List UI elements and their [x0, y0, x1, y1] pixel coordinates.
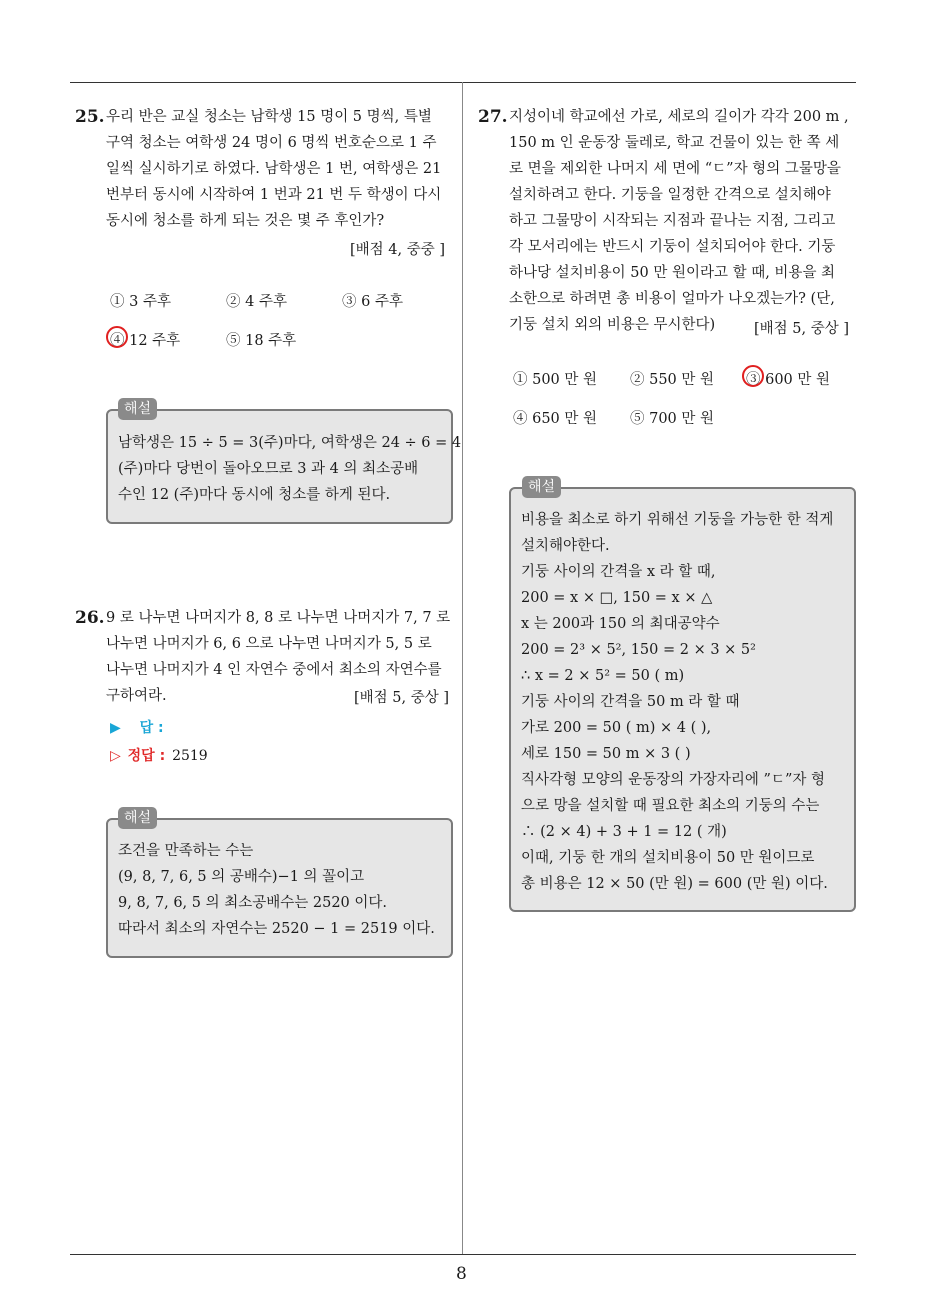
- question-text-line: 구역 청소는 여학생 24 명이 6 명씩 번호순으로 1 주: [106, 135, 437, 151]
- choice-4[interactable]: ④ 12 주후: [110, 333, 181, 349]
- question-text-line: 하나당 설치비용이 50 만 원이라고 할 때, 비용을 최: [509, 265, 836, 281]
- correct-value: 2519: [172, 748, 208, 764]
- explanation-line: 수인 12 (주)마다 동시에 청소를 하게 된다.: [118, 487, 391, 503]
- explanation-line: 조건을 만족하는 수는: [118, 843, 254, 859]
- explanation-box: [106, 818, 453, 958]
- choice-3[interactable]: ③ 6 주후: [342, 294, 403, 310]
- correct-label: 정답 :: [127, 748, 166, 764]
- choice-4[interactable]: ④ 650 만 원: [513, 411, 598, 427]
- explanation-line: 기둥 사이의 간격을 50 m 라 할 때: [521, 694, 740, 710]
- explanation-tag: 해설: [118, 807, 157, 829]
- question-number: 26.: [75, 608, 105, 628]
- explanation-line: 기둥 사이의 간격을 x 라 할 때,: [521, 564, 716, 580]
- choice-1[interactable]: ① 500 만 원: [513, 372, 598, 388]
- question-text-line: 설치하려고 한다. 기둥을 일정한 간격으로 설치해야: [509, 187, 831, 203]
- question-text-line: 번부터 동시에 시작하여 1 번과 21 번 두 학생이 다시: [106, 187, 442, 203]
- question-text-line: 로 면을 제외한 나머지 세 면에 “ㄷ”자 형의 그물망을: [509, 161, 841, 177]
- choice-5[interactable]: ⑤ 700 만 원: [630, 411, 715, 427]
- question-text-line: 나누면 나머지가 4 인 자연수 중에서 최소의 자연수를: [106, 662, 442, 678]
- answer-label: 답 :: [139, 720, 164, 736]
- explanation-line: 이때, 기둥 한 개의 설치비용이 50 만 원이므로: [521, 850, 815, 866]
- question-text-line: 기둥 설치 외의 비용은 무시한다): [509, 317, 716, 333]
- choice-3[interactable]: ③ 600 만 원: [746, 372, 831, 388]
- question-text-line: 하고 그물망이 시작되는 지점과 끝나는 지점, 그리고: [509, 213, 836, 229]
- selected-answer-circle: [742, 365, 764, 387]
- explanation-box: [106, 409, 462, 524]
- page-number: 8: [456, 1264, 467, 1284]
- score-label: [배점 5, 중상 ]: [754, 321, 850, 337]
- answer-row: [110, 717, 164, 737]
- choice-2[interactable]: ② 550 만 원: [630, 372, 715, 388]
- question-text-line: 각 모서리에는 반드시 기둥이 설치되어야 한다. 기둥: [509, 239, 836, 255]
- choice-1[interactable]: ① 3 주후: [110, 294, 171, 310]
- explanation-box: [509, 487, 856, 912]
- explanation-line: 9, 8, 7, 6, 5 의 최소공배수는 2520 이다.: [118, 895, 388, 911]
- bottom-rule: [70, 1254, 856, 1255]
- explanation-line: 으로 망을 설치할 때 필요한 최소의 기둥의 수는: [521, 798, 820, 814]
- question-number: 25.: [75, 107, 105, 127]
- selected-answer-circle: [106, 326, 128, 348]
- explanation-line: 200 = x × □, 150 = x × △: [521, 590, 713, 606]
- score-label: [배점 4, 중중 ]: [350, 242, 446, 258]
- explanation-line: 가로 200 = 50 ( m) × 4 ( ),: [521, 720, 712, 736]
- choice-2[interactable]: ② 4 주후: [226, 294, 287, 310]
- explanation-line: 총 비용은 12 × 50 (만 원) = 600 (만 원) 이다.: [521, 876, 828, 892]
- question-text-line: 나누면 나머지가 6, 6 으로 나누면 나머지가 5, 5 로: [106, 636, 432, 652]
- explanation-line: (9, 8, 7, 6, 5 의 공배수)−1 의 꼴이고: [118, 869, 365, 885]
- explanation-line: 남학생은 15 ÷ 5 = 3(주)마다, 여학생은 24 ÷ 6 = 4: [118, 435, 462, 451]
- answer-marker-icon: ▶: [110, 720, 121, 736]
- correct-marker-icon: ▷: [110, 748, 121, 764]
- column-divider: [462, 82, 463, 1254]
- question-text-line: 일씩 실시하기로 하였다. 남학생은 1 번, 여학생은 21: [106, 161, 442, 177]
- explanation-line: x 는 200과 150 의 최대공약수: [521, 616, 720, 632]
- explanation-line: 설치해야한다.: [521, 538, 610, 554]
- question-text-line: 9 로 나누면 나머지가 8, 8 로 나누면 나머지가 7, 7 로: [106, 610, 451, 626]
- explanation-tag: 해설: [522, 476, 561, 498]
- explanation-line: ∴ (2 × 4) + 3 + 1 = 12 ( 개): [521, 824, 727, 840]
- top-rule: [70, 82, 856, 83]
- explanation-tag: 해설: [118, 398, 157, 420]
- explanation-line: ∴ x = 2 × 5² = 50 ( m): [521, 668, 685, 684]
- question-text-line: 소한으로 하려면 총 비용이 얼마가 나오겠는가? (단,: [509, 291, 835, 307]
- choice-5[interactable]: ⑤ 18 주후: [226, 333, 297, 349]
- question-text-line: 우리 반은 교실 청소는 남학생 15 명이 5 명씩, 특별: [106, 109, 432, 125]
- question-text-line: 지성이네 학교에선 가로, 세로의 길이가 각각 200 m ,: [509, 109, 849, 125]
- explanation-line: 비용을 최소로 하기 위해선 기둥을 가능한 한 적게: [521, 512, 834, 528]
- explanation-line: 따라서 최소의 자연수는 2520 − 1 = 2519 이다.: [118, 921, 435, 937]
- explanation-line: (주)마다 당번이 돌아오므로 3 과 4 의 최소공배: [118, 461, 419, 477]
- correct-answer-row: [110, 745, 208, 765]
- explanation-line: 세로 150 = 50 m × 3 ( ): [521, 746, 691, 762]
- explanation-line: 직사각형 모양의 운동장의 가장자리에 ”ㄷ”자 형: [521, 772, 826, 788]
- question-text-line: 150 m 인 운동장 둘레로, 학교 건물이 있는 한 쪽 세: [509, 135, 840, 151]
- question-text-line: 구하여라.: [106, 688, 167, 704]
- question-number: 27.: [478, 107, 508, 127]
- question-text-line: 동시에 청소를 하게 되는 것은 몇 주 후인가?: [106, 213, 385, 229]
- explanation-line: 200 = 2³ × 5², 150 = 2 × 3 × 5²: [521, 642, 756, 658]
- score-label: [배점 5, 중상 ]: [354, 690, 450, 706]
